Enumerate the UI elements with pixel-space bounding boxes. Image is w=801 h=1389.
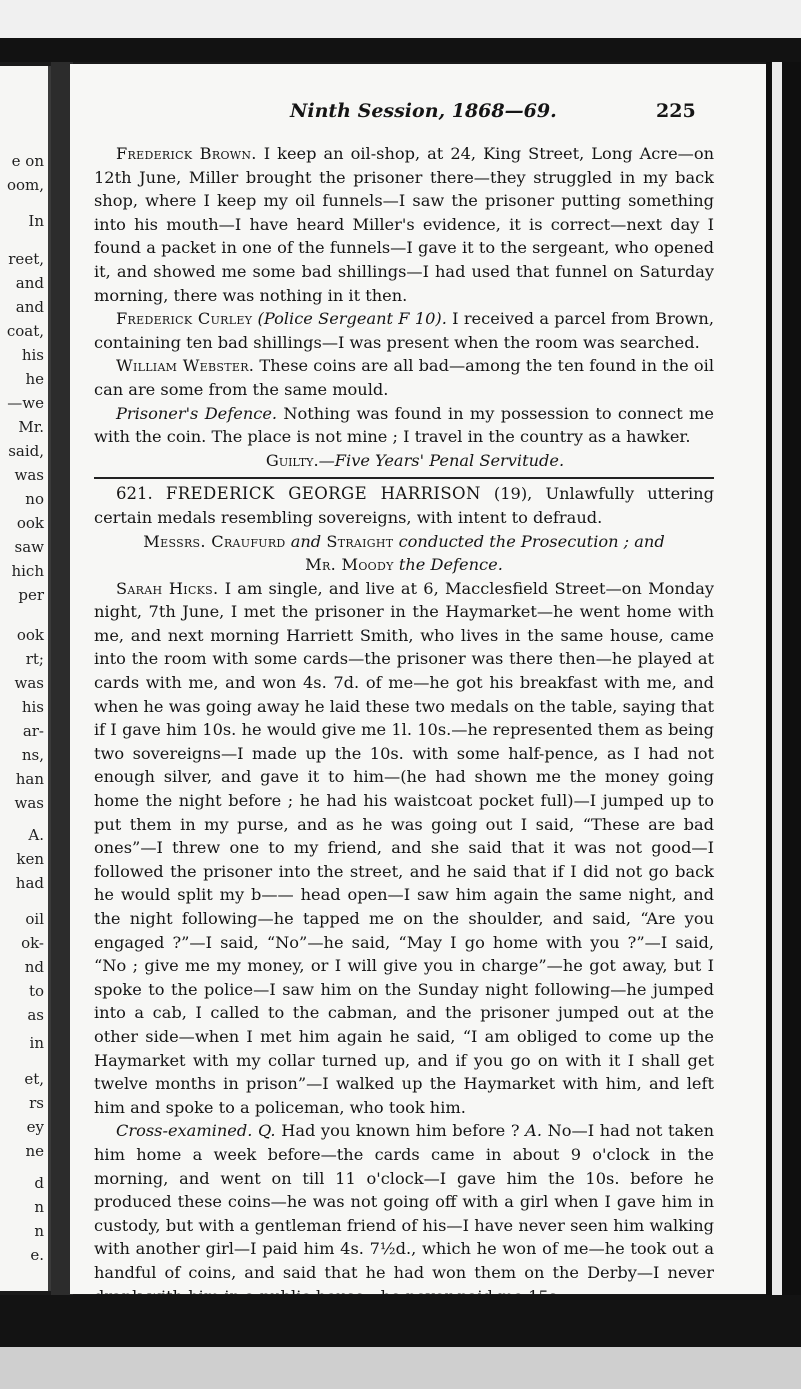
- facing-page-word: rs: [29, 1094, 44, 1112]
- facing-page-word: In: [28, 212, 44, 230]
- facing-page-word: han: [15, 770, 44, 788]
- session-title: Ninth Session, 1868—69.: [290, 100, 557, 122]
- page-body: [94, 142, 714, 1332]
- counsel-role: the Defence.: [398, 555, 503, 575]
- facing-page-word: saw: [14, 538, 44, 556]
- counsel-name: Straight: [326, 531, 394, 551]
- testimony-text: I keep an oil-shop, at 24, King Street, Long Acre—on 12th June, Miller brought the prisoner there—they struggled in my back shop, where I keep my oil funnels—I saw the prisoner putting something into his mouth—I have heard Miller's evidence, it is correct—next day I found a packet in one of the funnels—I gave it to the sergeant, who opened it, and showed me some bad shillings—I had used that funnel on Saturday morning, there was nothing in it then.: [94, 144, 715, 305]
- facing-page-word: he: [25, 370, 44, 388]
- defendant-name: FREDERICK GEORGE HARRISON: [165, 484, 481, 504]
- question-text: Had you known him before ?: [281, 1121, 520, 1141]
- counsel-line: [94, 530, 714, 554]
- facing-page-word: ns,: [21, 746, 44, 764]
- facing-page-word: ook: [16, 514, 44, 532]
- facing-page-word: e on: [11, 152, 44, 170]
- facing-page-word: rt;: [25, 650, 44, 668]
- witness-name: Sarah Hicks.: [116, 578, 219, 598]
- running-header: [70, 100, 760, 126]
- facing-page-word: —we: [7, 394, 44, 412]
- facing-page-word: oil: [25, 910, 44, 928]
- facing-page-word: had: [15, 874, 44, 892]
- facing-page-word: ken: [16, 850, 44, 868]
- right-scan-border: [766, 62, 801, 1295]
- page-number: 225: [656, 100, 696, 122]
- testimony-paragraph: [94, 142, 714, 307]
- facing-page-word: ar-: [22, 722, 44, 740]
- testimony-text: I am single, and live at 6, Macclesfield Street—on Monday night, 7th June, I met the prisoner in the Haymarket—he went home with me, and next morning Harriett Smith, who lives in the same house, came into the room with some cards—the prisoner was there then—he played at cards with me, and won 4s. 7d. of me—he got his breakfast with me, and when he was going away he laid these two medals on the table, saying that if I gave him 10s. he would give me 1l. 10s.—he represented them as being two sovereigns—I made up the 10s. with some half-pence, as I had not enough silver, and gave it to him—(he had shown me the money going home the night before ; he had his waistcoat pocket full)—I jumped up to put them in my purse, and as he was going out I said, “These are bad ones”—I threw one to my friend, and she said that it was not good—I followed the prisoner into the street, and he said that if I did not go back he would split my b—— head open—I saw him again the same night, and the night following—he tapped me on the shoulder, and said, “Are you engaged ?”—I said, “No”—he said, “May I go home with you ?”—I said, “No ; give me my money, or I will give you in charge”—he got away, but I spoke to the police—I saw him on the Sunday night following—he jumped into a cab, I called to the cabman, and the prisoner jumped out at the other side—when I met him again he said, “I am obliged to come up the Haymarket with my collar turned up, and if you go on with it I shall get twelve months in prison”—I walked up the Haymarket with him, and left him and spoke to a policeman, who took him.: [94, 578, 714, 1117]
- facing-page-word: et,: [24, 1070, 44, 1088]
- verdict-sentence: —Five Years' Penal Servitude.: [318, 450, 565, 470]
- verdict-guilty: Guilty.: [265, 450, 319, 470]
- defence-text: Nothing was found in my possession to connect me with the coin. The place is not mine ; I travel in the country as a hawker.: [94, 403, 714, 447]
- facing-page-word: was: [14, 466, 44, 484]
- facing-page-word: ok-: [21, 934, 44, 952]
- counsel-role: conducted the Prosecution ; and: [398, 531, 665, 551]
- witness-role: (Police Sergeant F 10).: [257, 309, 447, 329]
- testimony-paragraph: [94, 354, 714, 401]
- testimony-paragraph: [94, 307, 714, 354]
- facing-page-word: A.: [28, 826, 44, 844]
- defence-paragraph: [94, 402, 714, 449]
- facing-page-word: hich: [11, 562, 44, 580]
- witness-name: Frederick Curley: [116, 309, 253, 329]
- facing-page-word: n: [34, 1198, 44, 1216]
- counsel-name: Messrs. Craufurd: [143, 531, 286, 551]
- facing-page-word: as: [27, 1006, 44, 1024]
- book-page: [70, 64, 766, 1294]
- question-marker: Q.: [257, 1121, 276, 1141]
- facing-page-word: d: [34, 1174, 44, 1192]
- defence-label: Prisoner's Defence.: [116, 403, 278, 423]
- facing-page-word: coat,: [6, 322, 44, 340]
- facing-page-word: to: [28, 982, 44, 1000]
- facing-page-word: e.: [30, 1246, 44, 1264]
- facing-page-word: his: [21, 698, 44, 716]
- answer-marker: A.: [525, 1121, 542, 1141]
- counsel-name: Mr. Moody: [305, 555, 394, 575]
- facing-page-word: his: [21, 346, 44, 364]
- facing-page-word: per: [18, 586, 44, 604]
- facing-page-word: and: [15, 274, 44, 292]
- facing-page-word: ook: [16, 626, 44, 644]
- testimony-text: These coins are all bad—among the ten found in the oil can are some from the same mould.: [94, 356, 714, 399]
- facing-page-word: oom,: [6, 176, 44, 194]
- testimony-paragraph: [94, 577, 714, 1120]
- facing-page-word: ey: [26, 1118, 44, 1136]
- facing-page-word: Mr.: [18, 418, 44, 436]
- facing-page-word: n: [34, 1222, 44, 1240]
- testimony-text: I received a parcel from Brown, containing ten bad shillings—I was present when the room was searched.: [94, 309, 714, 352]
- facing-page-word: said,: [8, 442, 44, 460]
- cross-examination: [94, 1119, 714, 1308]
- facing-page-word: was: [14, 674, 44, 692]
- charge-text: Unlawfully uttering certain medals resembling sovereigns, with intent to defraud.: [94, 484, 714, 527]
- facing-page-word: and: [15, 298, 44, 316]
- facing-page-word: in: [29, 1034, 44, 1052]
- counsel-and: and: [290, 531, 322, 551]
- facing-page-word: was: [14, 794, 44, 812]
- facing-page-word: reet,: [8, 250, 44, 268]
- case-heading: [94, 482, 714, 529]
- witness-name: William Webster.: [116, 356, 255, 376]
- defendant-age: (19),: [493, 484, 533, 504]
- facing-page-word: ne: [25, 1142, 44, 1160]
- cross-label: Cross-examined.: [116, 1121, 253, 1141]
- top-scan-border: [0, 0, 801, 62]
- bottom-scan-border: [0, 1295, 801, 1389]
- counsel-line: [94, 553, 714, 577]
- case-number: 621.: [116, 484, 153, 504]
- answer-text: No—I had not taken him home a week before—the cards came in about 9 o'clock in the morning, and went on till 11 o'clock—I gave him the 10s. before he produced these coins—he was not going off with a girl when I gave him in custody, but with a gentleman friend of his—I have never seen him walking with another girl—I paid him 4s. 7½d., which he won of me—he took out a handful of coins, and said that he had won them on the Derby—I never: [94, 1121, 714, 1282]
- verdict: [94, 449, 714, 473]
- facing-page-fragment: [0, 66, 51, 1291]
- case-divider: [94, 477, 714, 479]
- facing-page-word: nd: [24, 958, 44, 976]
- witness-name: Frederick Brown.: [116, 144, 257, 163]
- facing-page-word: no: [25, 490, 44, 508]
